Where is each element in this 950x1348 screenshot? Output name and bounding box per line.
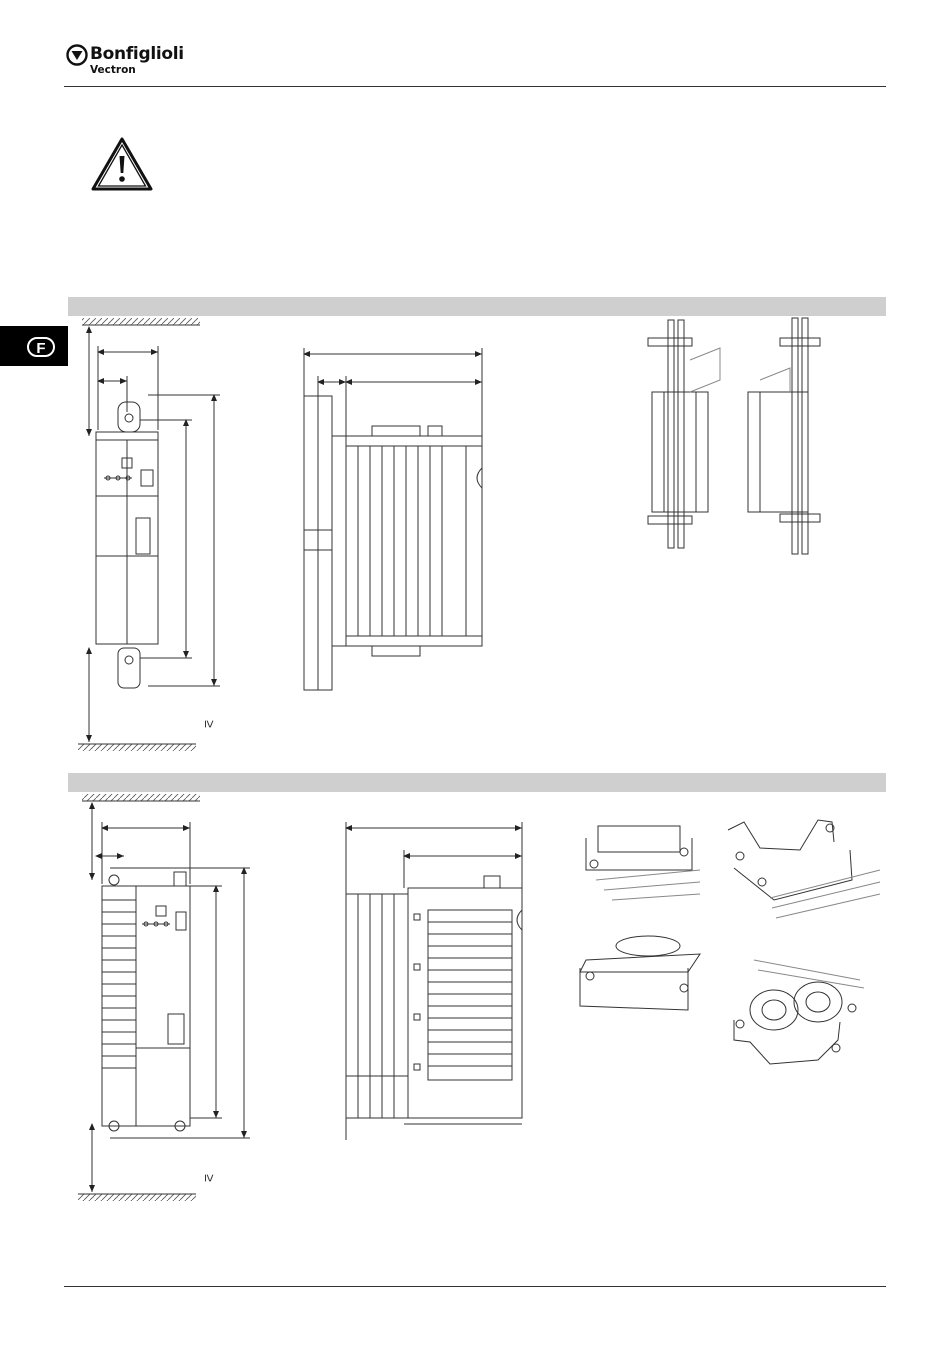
front-view-1	[78, 318, 220, 751]
brand-name: Bonfiglioli	[90, 44, 184, 64]
mounting-rails-1	[648, 318, 820, 554]
footer-rule	[64, 1286, 886, 1287]
front-view-2	[78, 794, 250, 1201]
side-view-1	[304, 348, 482, 690]
brand-subname: Vectron	[90, 64, 136, 76]
language-tab-label: F	[27, 337, 55, 357]
clearance-symbol-2: ≥	[201, 1174, 218, 1182]
mounting-brackets-2	[580, 820, 880, 1064]
side-view-2	[346, 822, 522, 1140]
clearance-symbol-1: ≥	[201, 720, 218, 728]
